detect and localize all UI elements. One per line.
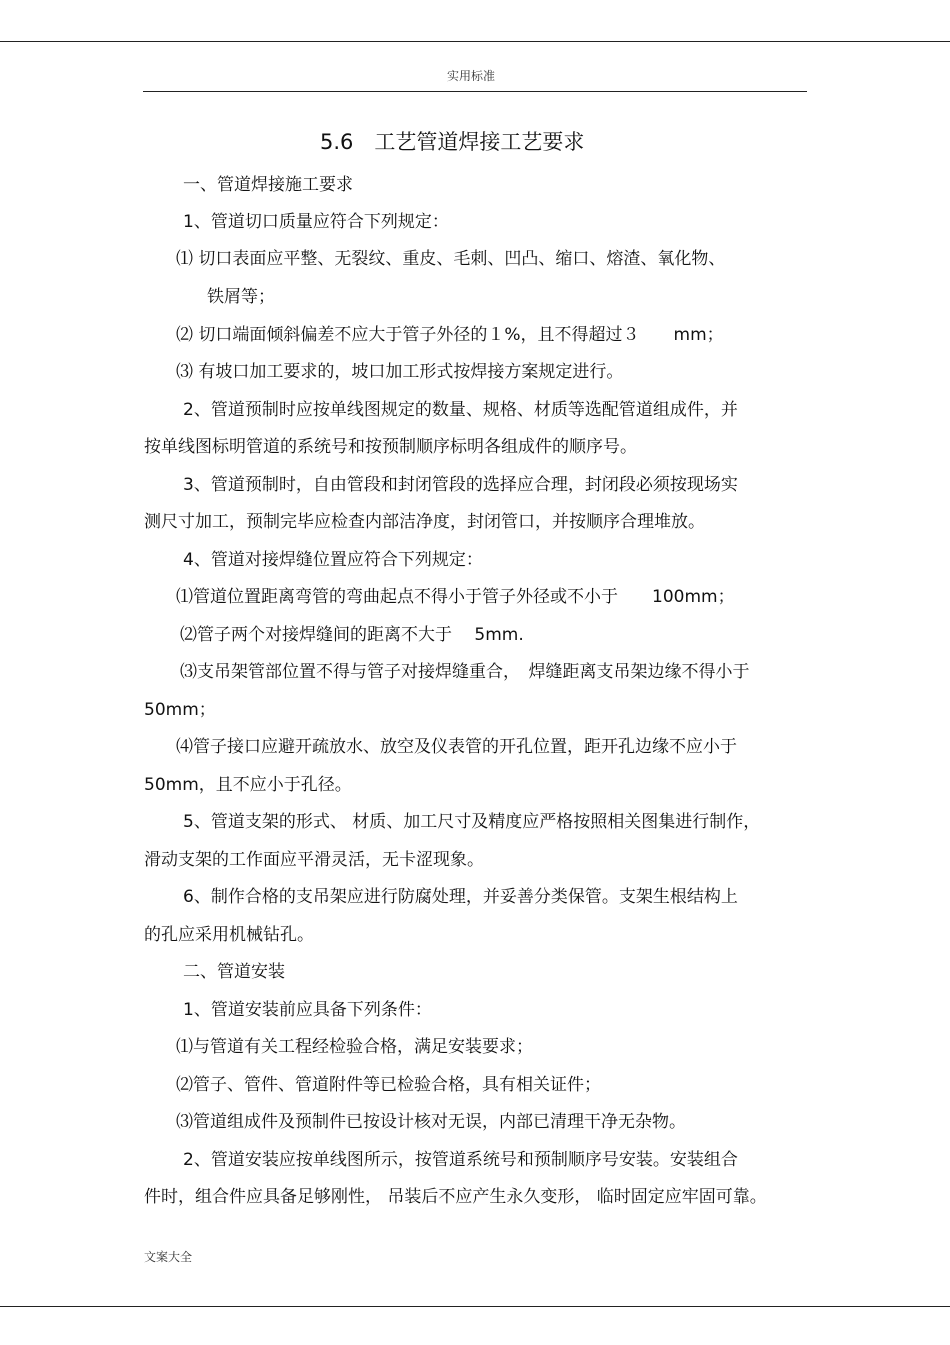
heading-construction-requirements: 一、管道焊接施工要求: [183, 175, 353, 195]
page-header: 实用标准: [447, 69, 496, 83]
bottom-border-rule: [0, 1306, 950, 1307]
paragraph-line: 1、管道切口质量应符合下列规定：: [183, 212, 449, 232]
paragraph-line: 50mm，且不应小于孔径。: [144, 775, 352, 795]
paragraph-line: ⑵管子、管件、管道附件等已检验合格，具有相关证件；: [176, 1075, 601, 1095]
paragraph-line: 5、管道支架的形式、 材质、加工尺寸及精度应严格按照相关图集进行制作，: [183, 812, 761, 832]
paragraph-line: ⑶管道组成件及预制件已按设计核对无误，内部已清理干净无杂物。: [176, 1112, 686, 1132]
paragraph-line: 6、制作合格的支吊架应进行防腐处理，并妥善分类保管。支架生根结构上: [183, 887, 738, 907]
paragraph-line: 滑动支架的工作面应平滑灵活，无卡涩现象。: [144, 850, 484, 870]
paragraph-line: ⑷管子接口应避开疏放水、放空及仪表管的开孔位置，距开孔边缘不应小于: [176, 737, 737, 757]
paragraph-line: 3、管道预制时，自由管段和封闭管段的选择应合理，封闭段必须按现场实: [183, 475, 738, 495]
paragraph-line: ⑶ 有坡口加工要求的，坡口加工形式按焊接方案规定进行。: [176, 362, 624, 382]
paragraph-line: ⑵管子两个对接焊缝间的距离不大于 5mm.: [180, 625, 524, 645]
paragraph-line: 4、管道对接焊缝位置应符合下列规定：: [183, 550, 483, 570]
paragraph-line: 测尺寸加工，预制完毕应检查内部洁净度，封闭管口，并按顺序合理堆放。: [144, 512, 705, 532]
section-title: 5.6 工艺管道焊接工艺要求: [320, 130, 585, 154]
paragraph-line: ⑵ 切口端面倾斜偏差不应大于管子外径的１%，且不得超过３ mm；: [176, 325, 724, 345]
paragraph-line: ⑴与管道有关工程经检验合格，满足安装要求；: [176, 1037, 533, 1057]
header-rule: [143, 91, 807, 92]
heading-pipe-installation: 二、管道安装: [183, 962, 285, 982]
paragraph-line: 1、管道安装前应具备下列条件：: [183, 1000, 432, 1020]
paragraph-line: 50mm；: [144, 700, 216, 720]
paragraph-line: 2、管道安装应按单线图所示，按管道系统号和预制顺序号安装。安装组合: [183, 1150, 738, 1170]
paragraph-line: 件时，组合件应具备足够刚性， 吊装后不应产生永久变形， 临时固定应牢固可靠。: [144, 1187, 767, 1207]
paragraph-line: ⑴管道位置距离弯管的弯曲起点不得小于管子外径或不小于 100mm；: [176, 587, 735, 607]
paragraph-line: 2、管道预制时应按单线图规定的数量、规格、材质等选配管道组成件，并: [183, 400, 738, 420]
paragraph-line: ⑶支吊架管部位置不得与管子对接焊缝重合， 焊缝距离支吊架边缘不得小于: [180, 662, 750, 682]
page-footer: 文案大全: [144, 1250, 193, 1264]
paragraph-line: ⑴ 切口表面应平整、无裂纹、重皮、毛刺、凹凸、缩口、熔渣、氧化物、: [176, 249, 726, 269]
paragraph-line: 按单线图标明管道的系统号和按预制顺序标明各组成件的顺序号。: [144, 437, 637, 457]
top-border-rule: [0, 41, 950, 42]
paragraph-line: 的孔应采用机械钻孔。: [144, 925, 314, 945]
paragraph-line: 铁屑等；: [207, 287, 275, 307]
